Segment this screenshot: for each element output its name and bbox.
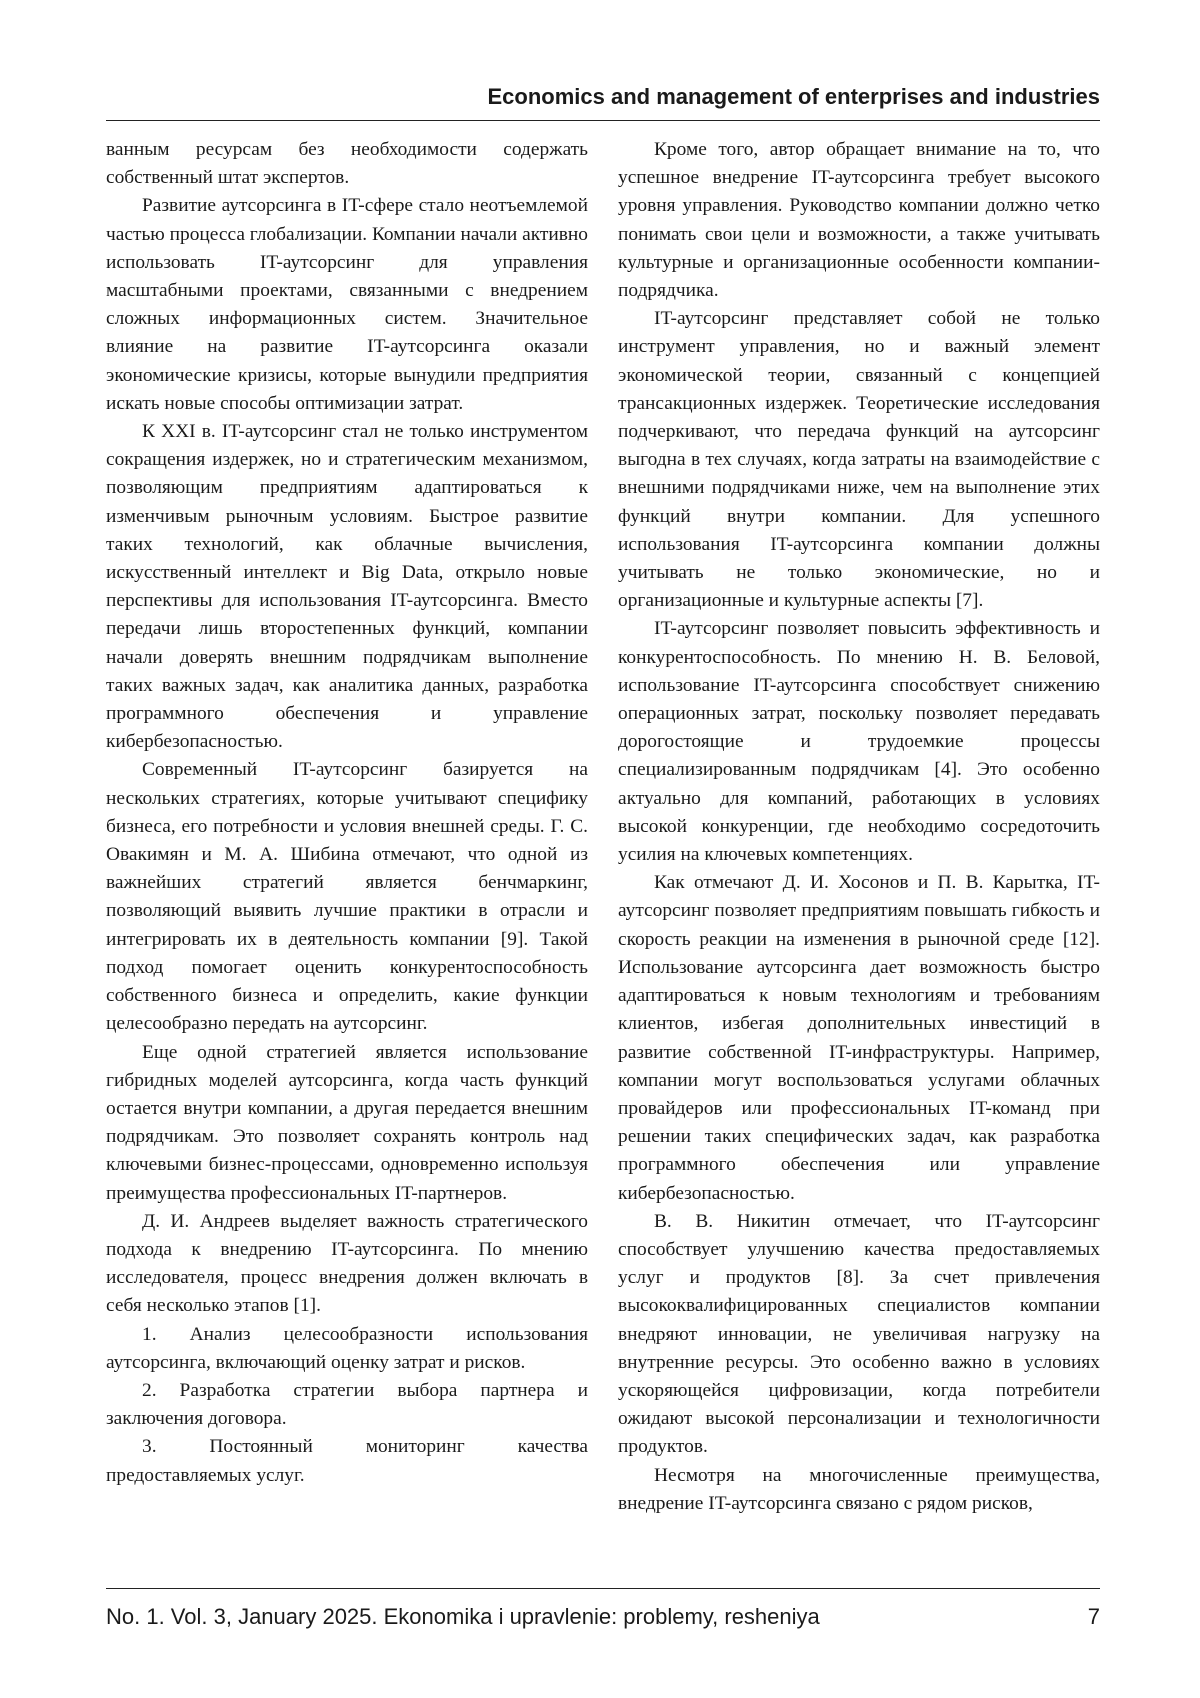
page-footer [106,1600,1100,1634]
paragraph: В. В. Никитин отмечает, что IT-аутсорсинг способствует улучшению качества предоставляемых услуг и продуктов [8]. За счет привлечения высококвалифицированных специалистов компании внедряют инновации, не увеличивая нагрузку на внутренние ресурсы. Это особенно важно в условиях ускоряющейся цифровизации, когда потребители ожидают высокой персонализации и технологичности продуктов. [618,1210,1100,1458]
text-column-right [618,136,1100,1518]
list-item: 2. Разработка стратегии выбора партнера и заключения договора. [106,1379,588,1430]
paragraph: IT-аутсорсинг позволяет повысить эффективность и конкурентоспособность. По мнению Н. В. Беловой, использование IT-аутсорсинга способствует снижению операционных затрат, поскольку позволяет передавать дорогостоящие и трудоемкие процессы специализированным подрядчикам [4]. Это особенно актуально для компаний, работающих в условиях высокой конкуренции, где необходимо сосредоточить усилия на ключевых компетенциях. [618,618,1100,866]
list-item: 1. Анализ целесообразности использования аутсорсинга, включающий оценку затрат и рисков. [106,1323,588,1373]
paragraph: Как отмечают Д. И. Хосонов и П. В. Карытка, IT-аутсорсинг позволяет предприятиям повышать гибкость и скорость реакции на изменения в рыночной среде [12]. Использование аутсорсинга дает возможность быстро адаптироваться к новым технологиям и требованиям клиентов, избегая дополнительных инвестиций в развитие собственной IT-инфраструктуры. Например, компании могут воспользоваться услугами облачных провайдеров или профессиональных IT-команд при решении таких специфических задач, как разработка программного обеспечения или управление кибербезопасностью. [618,872,1100,1204]
list-item: 3. Постоянный мониторинг качества предоставляемых услуг. [106,1436,588,1486]
text-column-left [106,136,588,1490]
paragraph-continuation: ванным ресурсам без необходимости содержать собственный штат экспертов. [106,139,588,189]
paragraph: Развитие аутсорсинга в IT-сфере стало неотъемлемой частью процесса глобализации. Компании начали активно использовать IT-аутсорсинг для управления масштабными проектами, связанными с внедрением сложных информационных систем. Значительное влияние на развитие IT-аутсорсинга оказали экономические кризисы, которые вынудили предприятия искать новые способы оптимизации затрат. [106,195,588,414]
paragraph: Кроме того, автор обращает внимание на то, что успешное внедрение IT-аутсорсинга требует высокого уровня управления. Руководство компании должно четко понимать свои цели и возможности, а также учитывать культурные и организационные особенности компании-подрядчика. [618,139,1100,302]
paragraph: Современный IT-аутсорсинг базируется на нескольких стратегиях, которые учитывают специфику бизнеса, его потребности и условия внешней среды. Г. С. Овакимян и М. А. Шибина отмечают, что одной из важнейших стратегий является бенчмаркинг, позволяющий выявить лучшие практики в отрасли и интегрировать их в деятельность компании [9]. Такой подход помогает оценить конкурентоспособность собственного бизнеса и определить, какие функции целесообразно передать на аутсорсинг. [106,759,588,1035]
paragraph: Д. И. Андреев выделяет важность стратегического подхода к внедрению IT-аутсорсинга. По мнению исследователя, процесс внедрения должен включать в себя несколько этапов [1]. [106,1210,588,1317]
footer-divider [106,1588,1100,1589]
footer-journal-citation: No. 1. Vol. 3, January 2025. Ekonomika i upravlenie: problemy, resheniya [106,1604,820,1629]
paragraph: К XXI в. IT-аутсорсинг стал не только инструментом сокращения издержек, но и стратегическим механизмом, позволяющим предприятиям адаптироваться к изменчивым рыночным условиям. Быстрое развитие таких технологий, как облачные вычисления, искусственный интеллект и Big Data, открыло новые перспективы для использования IT-аутсорсинга. Вместо передачи лишь второстепенных функций, компании начали доверять внешним подрядчикам выполнение таких важных задач, как аналитика данных, разработка программного обеспечения и управление кибербезопасностью. [106,421,588,753]
paragraph: IT-аутсорсинг представляет собой не только инструмент управления, но и важный элемент экономической теории, связанный с концепцией трансакционных издержек. Теоретические исследования подчеркивают, что передача функций на аутсорсинг выгодна в тех случаях, когда затраты на взаимодействие с внешними подрядчиками ниже, чем на выполнение этих функций внутри компании. Для успешного использования IT-аутсорсинга компании должны учитывать не только экономические, но и организационные и культурные аспекты [7]. [618,308,1100,612]
running-header-title: Economics and management of enterprises and industries [106,82,1100,121]
paragraph: Еще одной стратегией является использование гибридных моделей аутсорсинга, когда часть функций остается внутри компании, а другая передается внешним подрядчикам. Это позволяет сохранять контроль над ключевыми бизнес-процессами, одновременно используя преимущества профессиональных IT-партнеров. [106,1041,588,1204]
paragraph: Несмотря на многочисленные преимущества, внедрение IT-аутсорсинга связано с рядом рисков, [618,1464,1100,1514]
page-number: 7 [1087,1604,1100,1629]
